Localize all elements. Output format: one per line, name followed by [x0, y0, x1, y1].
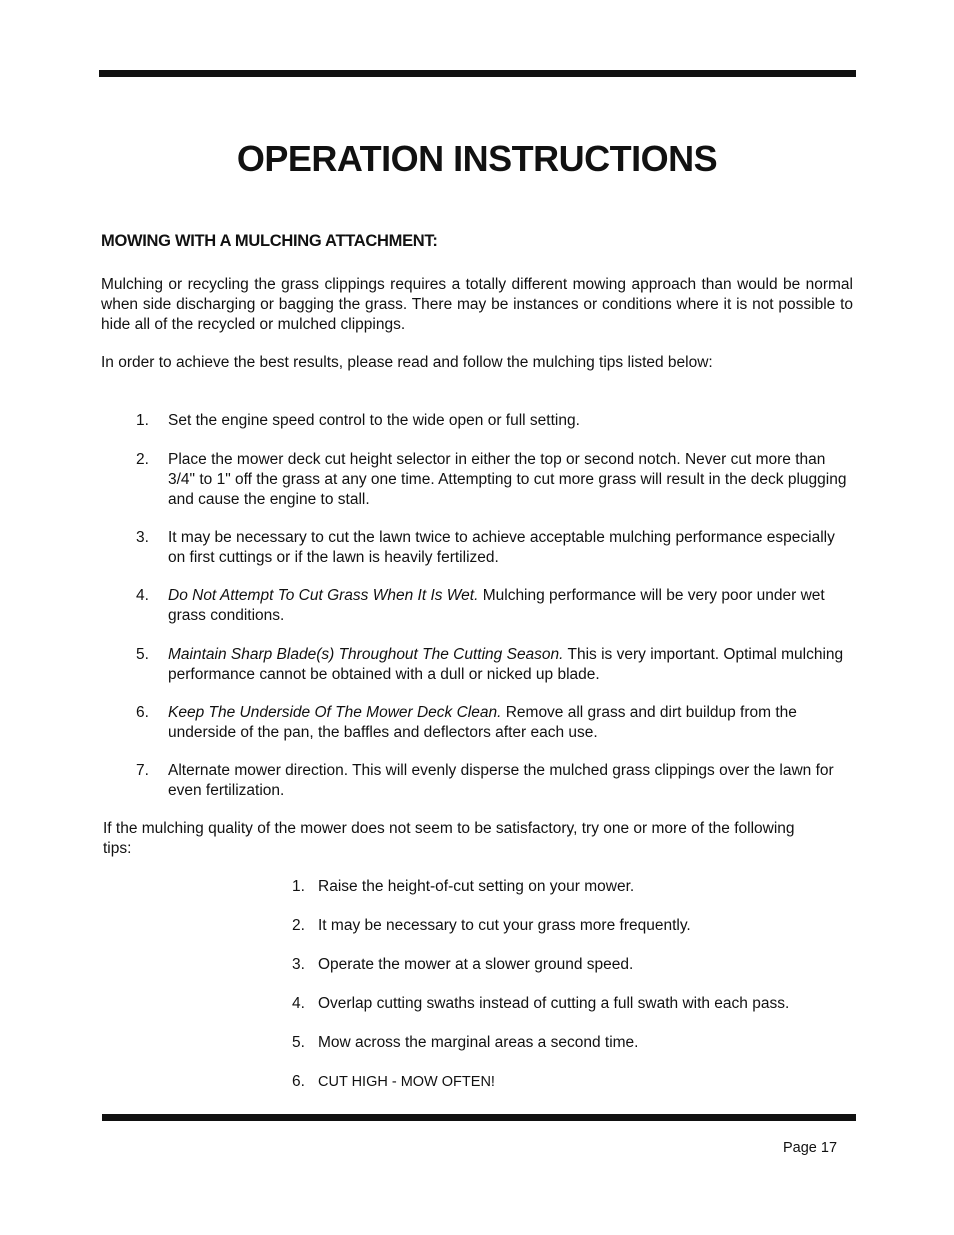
list-number: 4.	[136, 587, 149, 604]
list-text: Mow across the marginal areas a second time.	[318, 1034, 639, 1051]
list-text: Place the mower deck cut height selector in either the top or second notch. Never cut more than 3/4" to 1" off the grass at any one time. Attempting to cut more grass will result in the deck plugging and cause the engine to stall.	[168, 451, 847, 508]
list-text: It may be necessary to cut the lawn twice to achieve acceptable mulching performance especially on first cuttings or if the lawn is heavily fertilized.	[168, 529, 835, 566]
lead-in-paragraph: In order to achieve the best results, please read and follow the mulching tips listed below:	[101, 354, 713, 371]
list-text: Remove all grass and dirt buildup from the underside of the pan, the baffles and deflectors after each use.	[168, 704, 797, 741]
list-emphasis: Maintain Sharp Blade(s) Throughout The Cutting Season.	[168, 646, 564, 663]
list-number: 1.	[292, 878, 305, 895]
list-number: 6.	[292, 1073, 305, 1090]
intro-paragraph: Mulching or recycling the grass clippings requires a totally different mowing approach than would be normal when side discharging or bagging the grass. There may be instances or conditions where it is not possible to hide all of the recycled or mulched clippings.	[101, 276, 853, 333]
list-text: Mulching performance will be very poor under wet grass conditions.	[168, 587, 825, 624]
list-number: 2.	[292, 917, 305, 934]
list-text: Alternate mower direction. This will evenly disperse the mulched grass clippings over the lawn for even fertilization.	[168, 762, 834, 799]
list-text: It may be necessary to cut your grass more frequently.	[318, 917, 691, 934]
list-item	[290, 877, 850, 897]
list-number: 3.	[136, 529, 149, 546]
list-number: 4.	[292, 995, 305, 1012]
list-number: 1.	[136, 412, 149, 429]
list-item	[134, 450, 856, 510]
list-item	[290, 916, 850, 936]
list-emphasis: Keep The Underside Of The Mower Deck Clean.	[168, 704, 502, 721]
list-item	[134, 586, 856, 626]
page-title: OPERATION INSTRUCTIONS	[236, 138, 718, 179]
bottom-rule	[102, 1114, 856, 1121]
list-item	[134, 411, 856, 431]
list-number: 2.	[136, 451, 149, 468]
list-item	[134, 761, 856, 801]
list-item	[134, 645, 856, 685]
section-heading: MOWING WITH A MULCHING ATTACHMENT:	[101, 232, 438, 250]
list-item	[134, 528, 856, 568]
list-number: 7.	[136, 762, 149, 779]
list-text: Raise the height-of-cut setting on your mower.	[318, 878, 635, 895]
list-item	[134, 703, 856, 743]
list-text: Operate the mower at a slower ground speed.	[318, 956, 634, 973]
list-item	[290, 1072, 850, 1092]
list-item	[290, 994, 850, 1014]
list-number: 5.	[136, 646, 149, 663]
list-text: This is very important. Optimal mulching performance cannot be obtained with a dull or nicked up blade.	[168, 646, 844, 683]
list-number: 6.	[136, 704, 149, 721]
list-text: CUT HIGH - MOW OFTEN!	[318, 1074, 495, 1090]
followup-paragraph: If the mulching quality of the mower does not seem to be satisfactory, try one or more of the following tips:	[103, 820, 795, 857]
list-emphasis: Do Not Attempt To Cut Grass When It Is Wet.	[168, 587, 479, 604]
list-text: Overlap cutting swaths instead of cutting a full swath with each pass.	[318, 995, 790, 1012]
list-item	[290, 1033, 850, 1053]
list-number: 3.	[292, 956, 305, 973]
page-number: Page 17	[783, 1140, 838, 1156]
top-rule	[99, 70, 856, 77]
list-text: Set the engine speed control to the wide open or full setting.	[168, 412, 580, 429]
list-number: 5.	[292, 1034, 305, 1051]
list-item	[290, 955, 850, 975]
